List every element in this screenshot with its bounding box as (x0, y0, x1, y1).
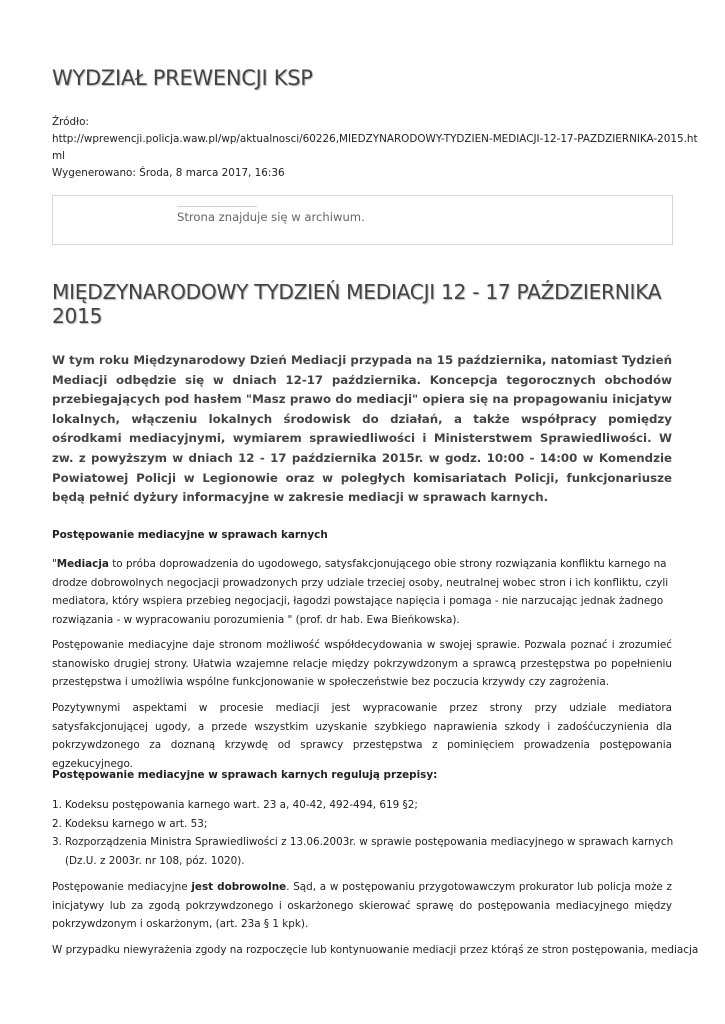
quote-open: " (52, 558, 57, 570)
paragraph-5: W przypadku niewyrażenia zgody na rozpoczęcie lub kontynuowanie mediacji przez którąś ze stron postępowania, mediacja (52, 944, 699, 956)
regulations-list (52, 796, 672, 870)
paragraph-3: Pozytywnymi aspektami w procesie mediacji jest wypracowanie przez strony przy udziale mediatora satysfakcjonującej ugody, a przede wszystkim uzyskanie szybkiego naprawienia szkody i zadośćuczynienia dla pokrzywdzonego za doznaną krzywdę od sprawcy przestępstwa z pominięciem prowadzenia postępowania egzekucyjnego. (52, 702, 672, 770)
quote-line-4: rozwiązania - w wypracowaniu porozumienia " (prof. dr hab. Ewa Bieńkowska). (52, 613, 460, 626)
list-item (52, 796, 672, 815)
quote-bold-term: Mediacja (56, 558, 109, 570)
archive-notice: Strona znajduje się w archiwum. (177, 210, 365, 224)
source-url[interactable]: http://wprewencji.policja.waw.pl/wp/aktualnosci/60226,MIEDZYNARODOWY-TYDZIEN-MEDIACJI-12-17-PAZDZIERNIKA-2015.ht (52, 133, 698, 145)
mediation-quote (52, 555, 672, 629)
source-info (52, 114, 698, 182)
list-item (52, 815, 672, 834)
para4-rest: . Sąd, a w postępowaniu przygotowawczym prokurator lub policja może z inicjatywy lub za zgodą pokrzywdzonego i oskarżonego skierować sprawę do postępowania mediacyjnego między pokrzywdzonym i oskarżonym, (art. 23a § 1 kpk). (52, 881, 672, 931)
archive-notice-box (52, 195, 673, 245)
list-text-continuation: (Dz.U. z 2003r. nr 108, póz. 1020). (65, 854, 245, 867)
list-text: Rozporządzenia Ministra Sprawiedliwości z 13.06.2003r. w sprawie postępowania mediacyjnego w sprawach karnych (65, 836, 674, 849)
list-number: 1. (52, 799, 62, 811)
section-heading: Postępowanie mediacyjne w sprawach karnych (52, 529, 328, 541)
para4-start: Postępowanie mediacyjne (52, 881, 192, 893)
quote-line-3: mediatora, który wspiera przebieg negocjacji, łagodzi powstające napięcia i pomaga - nie narzucając jednak żadnego (52, 595, 664, 608)
quote-line-1: to próba doprowadzenia do ugodowego, satysfakcjonującego obie strony rozwiązania konfliktu karnego na (108, 558, 667, 570)
list-text: Kodeksu karnego w art. 53; (65, 817, 208, 830)
generated-date: Wygenerowano: Środa, 8 marca 2017, 16:36 (52, 167, 285, 179)
source-url-continuation[interactable]: ml (52, 150, 66, 162)
quote-line-2: drodze dobrowolnych negocjacji prowadzonych przy udziale trzeciej osoby, neutralnej wobec stron i ich konfliktu, czyli (52, 576, 669, 589)
paragraph-4 (52, 878, 672, 934)
list-item (52, 833, 672, 870)
article-title: MIĘDZYNARODOWY TYDZIEŃ MEDIACJI 12 - 17 PAŹDZIERNIKA 2015 (52, 280, 662, 328)
regulations-heading: Postępowanie mediacyjne w sprawach karnych regulują przepisy: (52, 769, 438, 781)
list-number: 3. (52, 836, 62, 849)
archive-divider (177, 206, 257, 207)
paragraph-2: Postępowanie mediacyjne daje stronom możliwość współdecydowania w swojej sprawie. Pozwala poznać i zrozumieć stanowisko drugiej strony. Ułatwia wzajemne relacje między pokrzywdzonym a sprawcą przestępstwa po popełnieniu przestępstwa i umożliwia wspólne funkcjonowanie w społeczeństwie bez poczucia krzywdy czy zagrożenia. (52, 639, 672, 689)
para4-bold: jest dobrowolne (191, 881, 287, 893)
site-title: WYDZIAŁ PREWENCJI KSP (52, 66, 313, 90)
article-lead: W tym roku Międzynarodowy Dzień Mediacji przypada na 15 października, natomiast Tydzień Mediacji odbędzie się w dniach 12-17 października. Koncepcja tegorocznych obchodów przebiegających pod hasłem "Masz prawo do mediacji" opiera się na propagowaniu inicjatyw lokalnych, włączeniu lokalnych środowisk do działań, a także współpracy pomiędzy ośrodkami mediacyjnymi, wymiarem sprawiedliwości i Ministerstwem Sprawiedliwości. W zw. z powyższym w dniach 12 - 17 października 2015r. w godz. 10:00 - 14:00 w Komendzie Powiatowej Policji w Legionowie oraz w poległych komisariatach Policji, funkcjonariusze będą pełnić dyżury informacyjne w zakresie mediacji w sprawach karnych. (52, 353, 672, 505)
list-text: Kodeksu postępowania karnego wart. 23 a, 40-42, 492-494, 619 §2; (65, 799, 418, 811)
list-number: 2. (52, 817, 62, 830)
source-label: Źródło: (52, 116, 89, 128)
